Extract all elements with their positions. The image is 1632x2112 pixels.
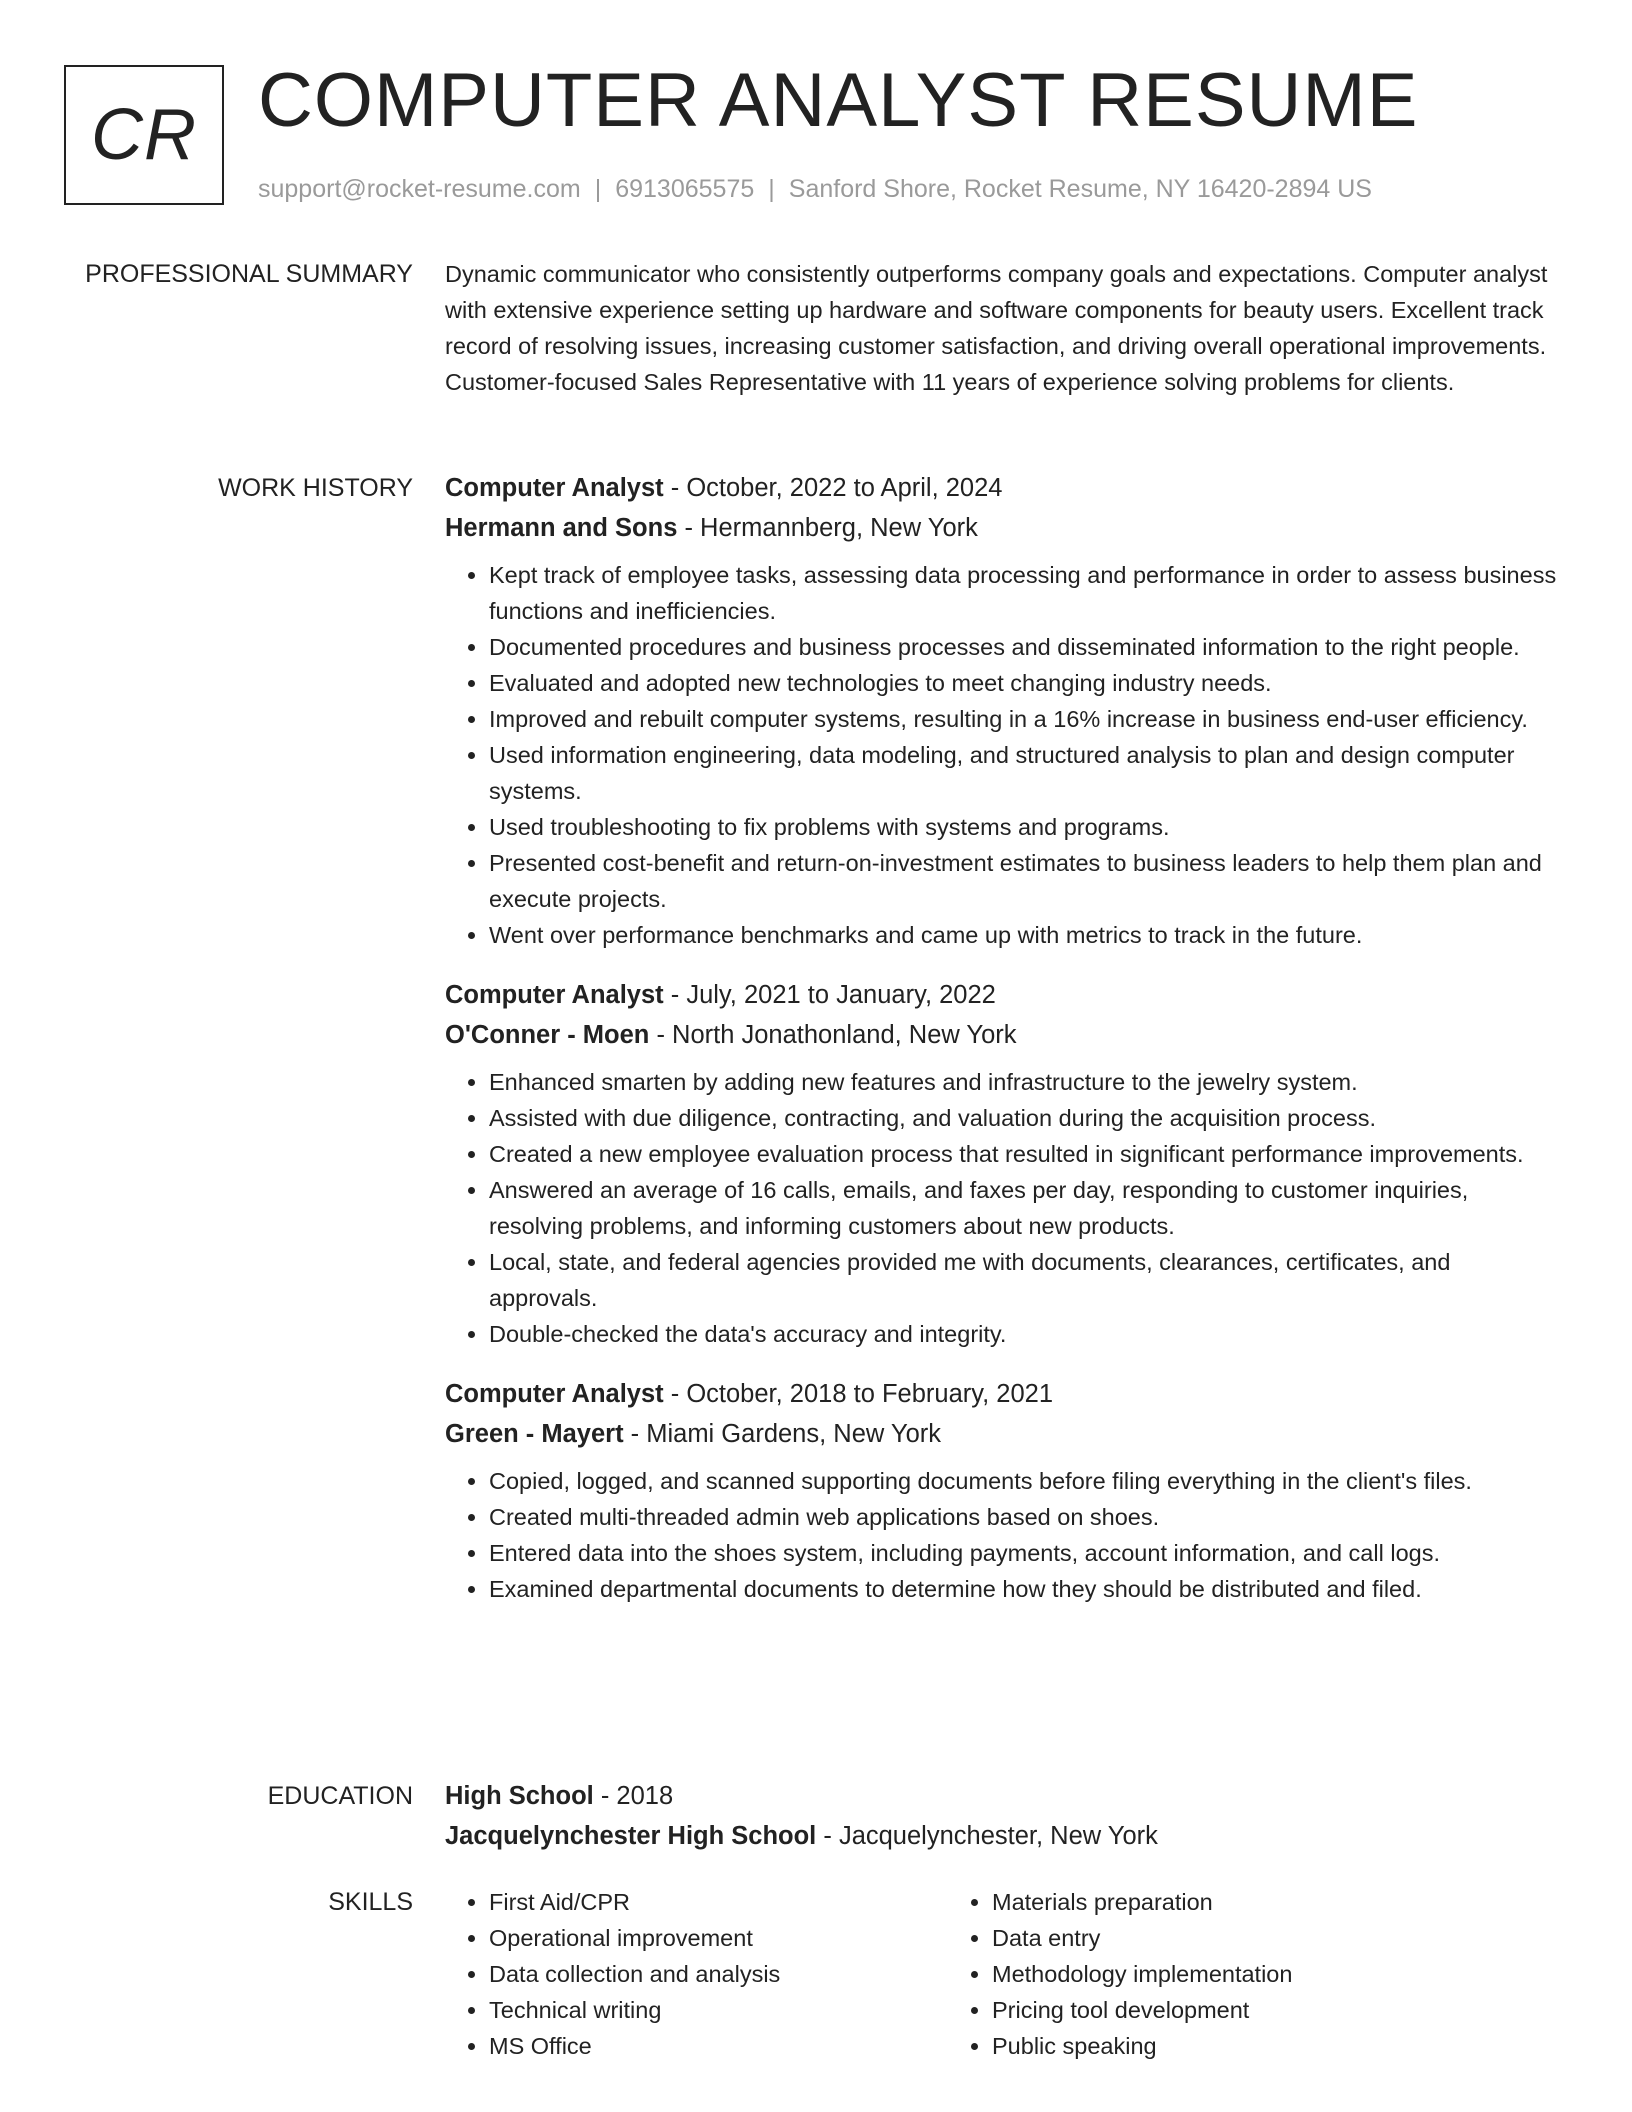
job-dates: - October, 2018 to February, 2021 xyxy=(663,1380,1054,1408)
resume-title: COMPUTER ANALYST RESUME xyxy=(258,58,1419,143)
skills-columns xyxy=(445,1884,1560,2064)
job-location: - North Jonathonland, New York xyxy=(649,1021,1017,1049)
summary-body xyxy=(445,256,1560,400)
job-company: O'Conner - Moen xyxy=(445,1021,650,1049)
job-bullet: • Kept track of employee tasks, assessing data processing and performance in order to assess business functions and inefficiencies. xyxy=(489,557,1560,629)
job-location: - Hermannberg, New York xyxy=(677,514,978,542)
skill-item: • Operational improvement xyxy=(489,1920,948,1956)
job-bullet: • Evaluated and adopted new technologies to meet changing industry needs. xyxy=(489,665,1560,701)
contact-line xyxy=(258,174,1372,204)
job-bullet: • Used troubleshooting to fix problems with systems and programs. xyxy=(489,809,1560,845)
job-bullet: • Went over performance benchmarks and came up with metrics to track in the future. xyxy=(489,917,1560,953)
job-bullet: • Copied, logged, and scanned supporting documents before filing everything in the client's files. xyxy=(489,1463,1560,1499)
job-bullet: • Enhanced smarten by adding new features and infrastructure to the jewelry system. xyxy=(489,1064,1560,1100)
education-location: - Jacquelynchester, New York xyxy=(816,1822,1158,1850)
contact-address: Sanford Shore, Rocket Resume, NY 16420-2894 US xyxy=(788,175,1372,203)
job-entry xyxy=(445,975,1560,1352)
job-title: Computer Analyst xyxy=(445,474,664,502)
skill-item: • Technical writing xyxy=(489,1992,948,2028)
skill-item: • MS Office xyxy=(489,2028,948,2064)
education-school-line xyxy=(445,1816,1560,1856)
job-bullet: • Answered an average of 16 calls, emails, and faxes per day, responding to customer inquiries, resolving problems, and informing customers about new products. xyxy=(489,1172,1560,1244)
skill-item: • Materials preparation xyxy=(992,1884,1451,1920)
job-entry xyxy=(445,1374,1560,1607)
skill-item: • Data collection and analysis xyxy=(489,1956,948,1992)
job-dates: - July, 2021 to January, 2022 xyxy=(663,981,996,1009)
job-company: Hermann and Sons xyxy=(445,514,678,542)
job-bullet: • Created a new employee evaluation process that resulted in significant performance improvements. xyxy=(489,1136,1560,1172)
job-bullet-list xyxy=(445,1064,1560,1352)
contact-email: support@rocket-resume.com xyxy=(258,175,581,203)
job-entry xyxy=(445,468,1560,953)
work-history-body xyxy=(445,468,1560,1629)
job-bullet: • Used information engineering, data modeling, and structured analysis to plan and design computer systems. xyxy=(489,737,1560,809)
job-bullet: • Created multi-threaded admin web applications based on shoes. xyxy=(489,1499,1560,1535)
job-title: Computer Analyst xyxy=(445,1380,664,1408)
education-label: EDUCATION xyxy=(267,1782,413,1810)
contact-separator: | xyxy=(594,175,602,203)
education-degree: High School xyxy=(445,1782,594,1810)
job-title-line xyxy=(445,1374,1560,1414)
education-degree-line xyxy=(445,1776,1560,1816)
summary-text: Dynamic communicator who consistently outperforms company goals and expectations. Computer analyst with extensive experience setting up hardware and software components for beauty users. Excellent track record of resolving issues, increasing customer satisfaction, and driving overall operational improvements. Customer-focused Sales Representative with 11 years of experience solving problems for clients. xyxy=(445,261,1548,395)
job-title-line xyxy=(445,975,1560,1015)
skill-item: • Public speaking xyxy=(992,2028,1451,2064)
skills-body xyxy=(445,1884,1560,2064)
job-bullet: • Documented procedures and business processes and disseminated information to the right people. xyxy=(489,629,1560,665)
education-body xyxy=(445,1776,1560,1856)
education-year: - 2018 xyxy=(593,1782,674,1810)
job-list xyxy=(445,468,1560,1607)
skills-list-left xyxy=(445,1884,948,2064)
contact-phone: 6913065575 xyxy=(615,175,755,203)
skill-item: • Methodology implementation xyxy=(992,1956,1451,1992)
job-bullet: • Improved and rebuilt computer systems, resulting in a 16% increase in business end-user efficiency. xyxy=(489,701,1560,737)
job-bullet: • Presented cost-benefit and return-on-investment estimates to business leaders to help them plan and execute projects. xyxy=(489,845,1560,917)
monogram-initials: CR xyxy=(91,95,197,175)
job-title: Computer Analyst xyxy=(445,981,664,1009)
job-bullet: • Examined departmental documents to determine how they should be distributed and filed. xyxy=(489,1571,1560,1607)
contact-separator: | xyxy=(768,175,775,203)
job-dates: - October, 2022 to April, 2024 xyxy=(663,474,1003,502)
job-company-line xyxy=(445,1015,1560,1055)
job-bullet: • Assisted with due diligence, contracting, and valuation during the acquisition process. xyxy=(489,1100,1560,1136)
monogram-box xyxy=(64,65,224,205)
skills-label: SKILLS xyxy=(328,1888,413,1916)
skill-item: • First Aid/CPR xyxy=(489,1884,948,1920)
work-history-label: WORK HISTORY xyxy=(218,474,413,502)
education-school: Jacquelynchester High School xyxy=(445,1822,817,1850)
skill-item: • Data entry xyxy=(992,1920,1451,1956)
job-bullet: • Double-checked the data's accuracy and integrity. xyxy=(489,1316,1560,1352)
job-title-line xyxy=(445,468,1560,508)
job-bullet-list xyxy=(445,1463,1560,1607)
job-company-line xyxy=(445,508,1560,548)
skill-item: • Pricing tool development xyxy=(992,1992,1451,2028)
job-bullet-list xyxy=(445,557,1560,953)
job-bullet: • Local, state, and federal agencies provided me with documents, clearances, certificates, and approvals. xyxy=(489,1244,1560,1316)
job-location: - Miami Gardens, New York xyxy=(623,1420,942,1448)
job-bullet: • Entered data into the shoes system, including payments, account information, and call logs. xyxy=(489,1535,1560,1571)
job-company: Green - Mayert xyxy=(445,1420,624,1448)
job-company-line xyxy=(445,1414,1560,1454)
summary-label: PROFESSIONAL SUMMARY xyxy=(85,260,413,288)
skills-list-right xyxy=(948,1884,1451,2064)
